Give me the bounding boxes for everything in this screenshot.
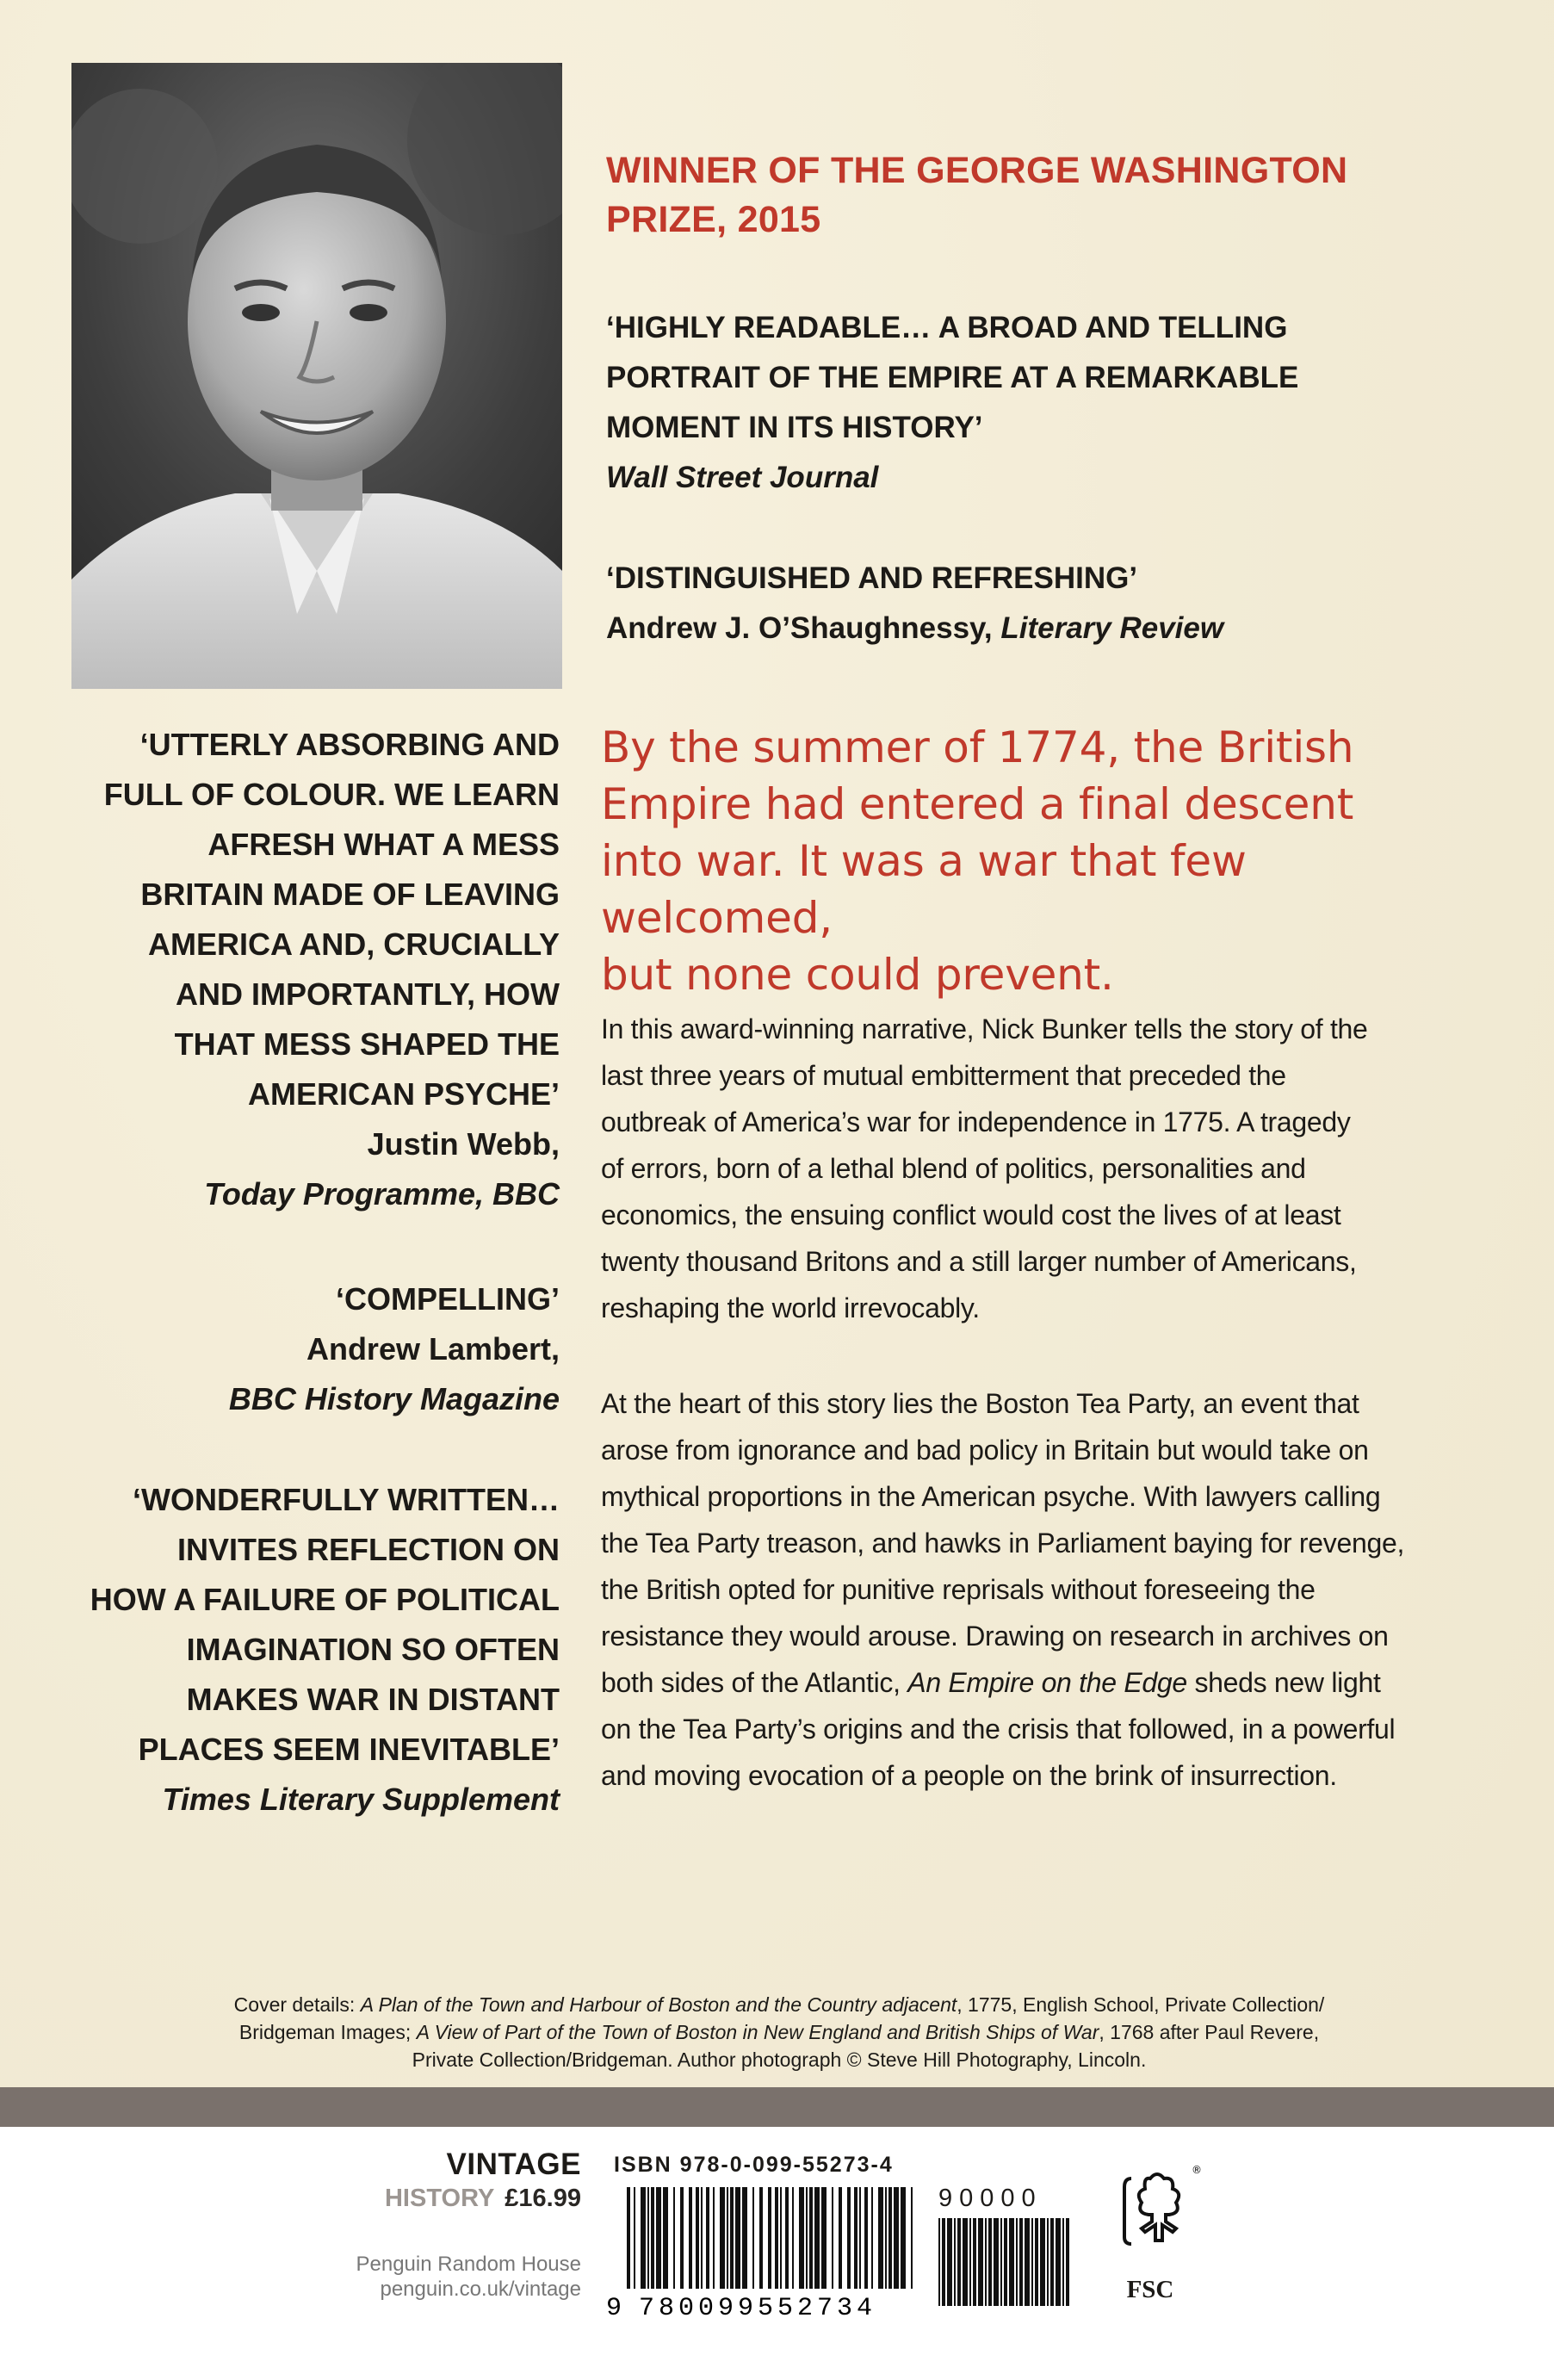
barcode-bar [942, 2218, 945, 2306]
review-quote-justin-webb [52, 720, 560, 1219]
barcode-bar [663, 2187, 668, 2289]
barcode-bar [1031, 2218, 1033, 2306]
price: £16.99 [505, 2185, 581, 2212]
barcode-bar [792, 2187, 794, 2289]
barcode-bar [911, 2187, 913, 2289]
source-publication: Literary Review [1000, 611, 1224, 645]
quote-source [606, 453, 1467, 503]
barcode-bar [680, 2187, 684, 2289]
barcode-bar [1019, 2218, 1023, 2306]
review-quote-literary-review [606, 554, 1467, 654]
paragraph-text: At the heart of this story lies the Boston Tea Party, an event that arose from ignorance and bad policy in Britain but would take on mythical proportions in the American psyche. With lawyers calling the Tea Party treason, and hawks in Parliament baying for revenge, the British opted for punitive reprisals without foreseeing the resistance they would arouse. Drawing on research in archives on both sides of the Atlantic, [601, 1388, 1405, 1698]
barcode-main-digits: 780099552734 [639, 2294, 877, 2323]
barcode-bar [821, 2187, 827, 2289]
artwork-title: A View of Part of the Town of Boston in New England and British Ships of War [416, 2021, 1099, 2043]
barcode-bar [878, 2187, 883, 2289]
barcode-bar [954, 2218, 956, 2306]
barcode-bar [742, 2187, 747, 2289]
blurb-paragraph-1: In this award-winning narrative, Nick Bunker tells the story of the last three years of mutual embitterment that preceded the outbreak of America’s war for independence in 1775. A tragedy of errors, born of a lethal blend of politics, personalities and economics, the ensuing conflict would cost the lives of at least twenty thousand Britons and a still larger number of Americans, reshaping the world irrevocably. [601, 1013, 1368, 1323]
review-quote-tls [52, 1475, 560, 1825]
barcode-bar [1035, 2218, 1038, 2306]
source-publication: Times Literary Supplement [162, 1782, 560, 1817]
fsc-tree-icon [1116, 2161, 1202, 2273]
barcode-bar [978, 2218, 983, 2306]
quote-text: ‘WONDERFULLY WRITTEN… INVITES REFLECTION ON HOW A FAILURE OF POLITICAL IMAGINATION SO OFTEN MAKES WAR IN DISTANT PLACES SEEM INEVITABLE’ [90, 1482, 560, 1767]
barcode-bar [727, 2187, 728, 2289]
source-author: Justin Webb, [367, 1126, 560, 1162]
source-publication: Today Programme, BBC [204, 1176, 560, 1212]
fsc-logo [1116, 2161, 1202, 2278]
barcode-addon-digits: 90000 [938, 2185, 1043, 2212]
barcode-bar [1062, 2218, 1064, 2306]
barcode-bar [1016, 2218, 1018, 2306]
barcode-bar [651, 2187, 654, 2289]
publisher-name: Penguin Random House [356, 2253, 581, 2276]
barcode-bars-addon [938, 2218, 1069, 2306]
barcode-bar [775, 2187, 778, 2289]
prize-announcement: WINNER OF THE GEORGE WASHINGTON PRIZE, 2015 [606, 150, 1348, 240]
barcode-bar [785, 2187, 789, 2289]
credits-label: Cover details: [233, 1993, 361, 2016]
barcode-bar [627, 2187, 630, 2289]
quote-text: ‘DISTINGUISHED AND REFRESHING’ [606, 561, 1138, 595]
barcode-bar [713, 2187, 715, 2289]
cover-credits [95, 1991, 1464, 2073]
barcode-bar [1056, 2218, 1061, 2306]
barcode-bar [701, 2187, 703, 2289]
category-price [319, 2183, 581, 2214]
barcode-bar [1000, 2218, 1002, 2306]
imprint-name: VINTAGE [446, 2148, 581, 2181]
divider-band [0, 2087, 1554, 2127]
barcode-bar [780, 2187, 782, 2289]
barcode-bar [656, 2187, 661, 2289]
barcode-bar [854, 2187, 857, 2289]
barcode-bar [706, 2187, 709, 2289]
barcode-bar [720, 2187, 725, 2289]
source-publication: BBC History Magazine [228, 1381, 560, 1416]
barcode-bar [832, 2187, 833, 2289]
barcode-bar [888, 2187, 892, 2289]
barcode-bar [814, 2187, 820, 2289]
category: HISTORY [384, 2185, 495, 2212]
review-quote-andrew-lambert [52, 1274, 560, 1424]
barcode-bar [985, 2218, 987, 2306]
barcode-bar [1025, 2218, 1030, 2306]
barcode-bar [859, 2187, 861, 2289]
barcode-bar [1009, 2218, 1014, 2306]
barcode-bar [799, 2187, 804, 2289]
imprint-block [319, 2147, 581, 2302]
source-author: Andrew Lambert, [306, 1331, 560, 1367]
blurb-paragraph-2 [601, 1380, 1488, 1799]
barcode-bar [973, 2218, 976, 2306]
barcode-bar [806, 2187, 808, 2289]
barcode-bar [885, 2187, 887, 2289]
barcode-bar [689, 2187, 692, 2289]
barcode-bar [634, 2187, 635, 2289]
registered-mark: ® [1192, 2164, 1202, 2176]
publisher-url: penguin.co.uk/vintage [380, 2278, 581, 2301]
barcode-bar [864, 2187, 868, 2289]
barcode-bar [1004, 2218, 1007, 2306]
barcode-bar [735, 2187, 740, 2289]
author-photo [71, 63, 562, 689]
barcode-bar [963, 2218, 968, 2306]
review-quote-wsj [606, 303, 1467, 503]
barcode-bar [871, 2187, 873, 2289]
quote-text: ‘HIGHLY READABLE… A BROAD AND TELLING PORTRAIT OF THE EMPIRE AT A REMARKABLE MOMENT IN ITS HISTORY’ [606, 311, 1299, 444]
quote-text: ‘UTTERLY ABSORBING AND FULL OF COLOUR. WE LEARN AFRESH WHAT A MESS BRITAIN MADE OF LEAVING AMERICA AND, CRUCIALLY AND IMPORTANTLY, HOW THAT MESS SHAPED THE AMERICAN PSYCHE’ [103, 727, 560, 1112]
source-author: Andrew J. O’Shaughnessy, [606, 611, 1001, 645]
barcode-bar [1040, 2218, 1045, 2306]
barcode-bar [847, 2187, 851, 2289]
blurb-headline: By the summer of 1774, the British Empire had entered a final descent into war. It was a war that few welcomed, but none could prevent. [601, 722, 1354, 1000]
barcode-bar [969, 2218, 971, 2306]
book-title: An Empire on the Edge [907, 1667, 1187, 1698]
fsc-label: FSC [1126, 2276, 1174, 2303]
barcode-bar [768, 2187, 771, 2289]
quote-source [606, 604, 1467, 654]
quote-text: ‘COMPELLING’ [336, 1281, 560, 1317]
barcode-bar [901, 2187, 906, 2289]
author-portrait-image [71, 63, 562, 689]
barcode-bars-main [627, 2187, 913, 2289]
barcode-bar [1050, 2218, 1054, 2306]
barcode-bar [894, 2187, 899, 2289]
barcode-bar [673, 2187, 675, 2289]
barcode-bar [730, 2187, 734, 2289]
barcode-bar [988, 2218, 992, 2306]
barcode-lead-digit: 9 [606, 2294, 622, 2323]
barcode-bar [809, 2187, 813, 2289]
barcode-bar [947, 2218, 952, 2306]
isbn-label: ISBN 978-0-099-55273-4 [614, 2153, 894, 2177]
barcode-bar [994, 2218, 999, 2306]
source-publication: Wall Street Journal [606, 461, 879, 494]
barcode-bar [696, 2187, 699, 2289]
barcode-bar [641, 2187, 646, 2289]
barcode-bar [957, 2218, 961, 2306]
barcode-bar [1066, 2218, 1069, 2306]
artwork-title: A Plan of the Town and Harbour of Boston and the Country adjacent [360, 1993, 957, 2016]
barcode-bar [647, 2187, 649, 2289]
barcode-bar [1047, 2218, 1049, 2306]
paragraph-text: sheds new light on the Tea Party’s origins and the crisis that followed, in a powerful and moving evocation of a people on the brink of insurrection. [601, 1667, 1396, 1791]
barcode-bar [752, 2187, 754, 2289]
credits-text: , 1775, English School, Private Collection/ Bridgeman Images; [238, 1993, 1325, 2043]
credits-text: , 1768 after Paul Revere, Private Collection/Bridgeman. Author photograph © Steve Hill Photography, Lincoln. [412, 2021, 1320, 2071]
barcode-bar [938, 2218, 940, 2306]
barcode-bar [839, 2187, 842, 2289]
barcode-bar [759, 2187, 763, 2289]
